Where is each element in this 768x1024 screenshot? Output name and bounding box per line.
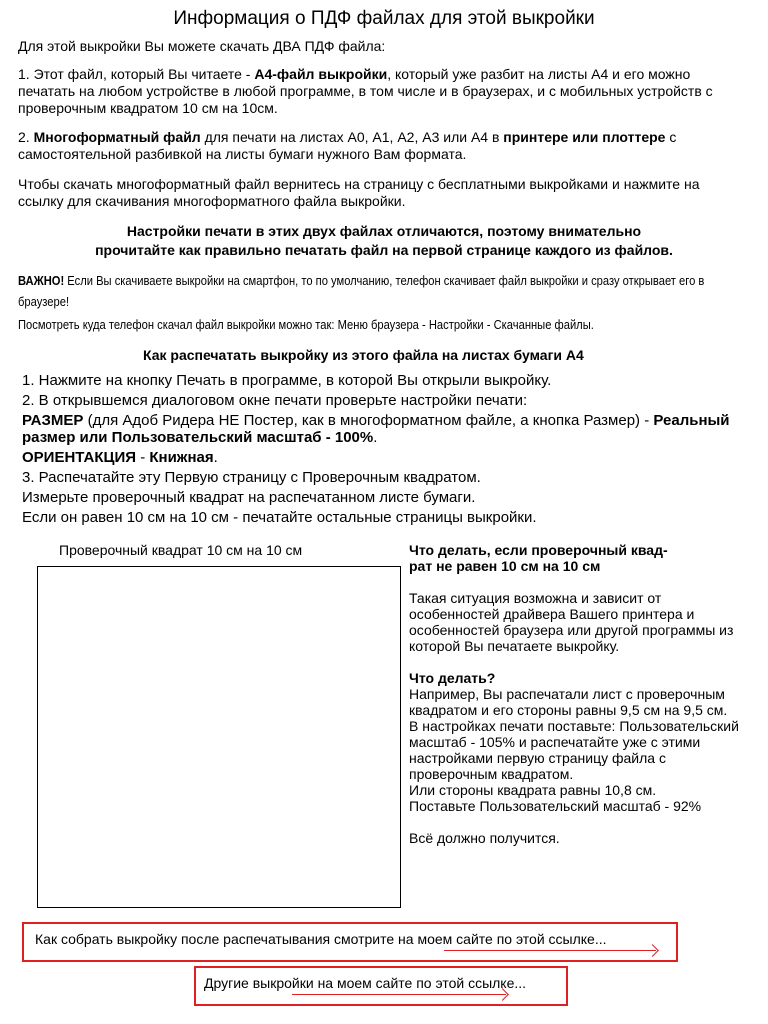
more-patterns-link[interactable]: Другие выкройки на моем сайте по этой ссылке... — [204, 975, 527, 991]
important-label: ВАЖНО! — [18, 273, 65, 288]
item-2-prefix: 2. — [18, 129, 34, 145]
arrow-right-icon — [292, 994, 506, 995]
print-heading: Как распечатать выкройку из этого файла на листах бумаги А4 — [143, 347, 584, 363]
settings-note-line-1: Настройки печати в этих двух файлах отличаются, поэтому внимательно — [126, 223, 642, 239]
size-end: . — [373, 429, 378, 446]
print-steps — [22, 371, 742, 528]
what-to-do-heading: Что делать? — [409, 670, 496, 686]
orientation-mid: - — [136, 449, 150, 466]
item-2 — [18, 129, 748, 163]
item-2-text: с самостоятельной разбивкой на листы бумаги нужного Вам формата. — [18, 129, 677, 162]
orientation-label: ОРИЕНТАКЦИЯ — [22, 449, 137, 466]
item-1-text: , который уже разбит на листы А4 и его можно печатать на любом устройстве в любой программе, в том числе и в браузерах, и с мобильных устройств с проверочным квадратом 10 см на 10см. — [18, 66, 713, 116]
more-patterns-link-box[interactable] — [194, 966, 568, 1006]
right-column — [409, 542, 749, 846]
right-para-5: Поставьте Пользовательский масштаб - 92% — [409, 798, 702, 814]
orientation-end: . — [213, 449, 218, 466]
size-text: (для Адоб Ридера НЕ Постер, как в многоформатном файле, а кнопка Размер) - — [83, 412, 654, 429]
assembly-link[interactable]: Как собрать выкройку после распечатывания смотрите на моем сайте по этой ссылке... — [35, 931, 607, 947]
important-text: Если Вы скачиваете выкройки на смартфон, то по умолчанию, телефон скачивает файл выкройки и сразу открывает его в браузере! — [18, 273, 705, 309]
important-note — [18, 270, 748, 312]
size-bold: Реальный размер или Пользовательский масштаб - 100% — [22, 412, 730, 446]
step-3: 3. Распечатайте эту Первую страницу с Проверочным квадратом. — [22, 469, 481, 486]
right-para-2: Например, Вы распечатали лист с проверочным квадратом и его стороны равны 9,5 см на 9,5 см. — [409, 686, 728, 718]
assembly-link-box[interactable] — [22, 922, 678, 962]
step-size — [22, 412, 742, 446]
item-2-bold-2: принтере или плоттере — [503, 129, 666, 145]
intro-text: Для этой выкройки Вы можете скачать ДВА ПДФ файла: — [18, 38, 386, 54]
size-label: РАЗМЕР — [22, 412, 84, 429]
step-orientation — [22, 448, 742, 468]
settings-note-line-2: прочитайте как правильно печатать файл на первой странице каждого из файлов. — [95, 242, 673, 258]
settings-note — [0, 222, 768, 260]
download-note: Чтобы скачать многоформатный файл вернитесь на страницу с бесплатными выкройками и нажмите на ссылку для скачивания многоформатного файла выкройки. — [18, 176, 700, 209]
right-para-1: Такая ситуация возможна и зависит от особенностей драйвера Вашего принтера и особенностей браузера или другой программы из которой Вы печатаете выкройку. — [409, 590, 734, 654]
square-caption: Проверочный квадрат 10 см на 10 см — [59, 542, 303, 558]
right-para-3: В настройках печати поставьте: Пользовательский масштаб - 105% и распечатайте уже с этими настройками первую страницу файла с проверочным квадратом. — [409, 718, 739, 782]
item-2-bold-1: Многоформатный файл — [33, 129, 201, 145]
right-heading-line-1: Что делать, если проверочный квад- — [409, 542, 668, 558]
phone-note-text: Посмотреть куда телефон скачал файл выкройки можно так: Меню браузера - Настройки - Скачанные файлы. — [18, 317, 594, 332]
step-4: Измерьте проверочный квадрат на распечатанном листе бумаги. — [22, 489, 476, 506]
arrow-right-icon — [444, 950, 656, 951]
orientation-bold: Книжная — [149, 449, 214, 466]
right-heading — [409, 542, 749, 574]
right-para-6: Всё должно получится. — [409, 830, 560, 846]
item-2-mid: для печати на листах А0, А1, А2, А3 или А4 в — [200, 129, 504, 145]
check-square — [37, 566, 401, 908]
item-1-bold: А4-файл выкройки — [254, 66, 388, 82]
phone-note — [18, 316, 748, 333]
right-para-4: Или стороны квадрата равны 10,8 см. — [409, 782, 657, 798]
right-heading-line-2: рат не равен 10 см на 10 см — [409, 558, 601, 574]
item-1 — [18, 66, 748, 117]
page-title: Информация о ПДФ файлах для этой выкройки — [173, 8, 595, 29]
item-1-prefix: 1. Этот файл, который Вы читаете - — [18, 66, 255, 82]
step-1: 1. Нажмите на кнопку Печать в программе, в которой Вы открыли выкройку. — [22, 372, 552, 389]
step-2: 2. В открывшемся диалоговом окне печати проверьте настройки печати: — [22, 392, 528, 409]
step-5: Если он равен 10 см на 10 см - печатайте остальные страницы выкройки. — [22, 509, 537, 526]
